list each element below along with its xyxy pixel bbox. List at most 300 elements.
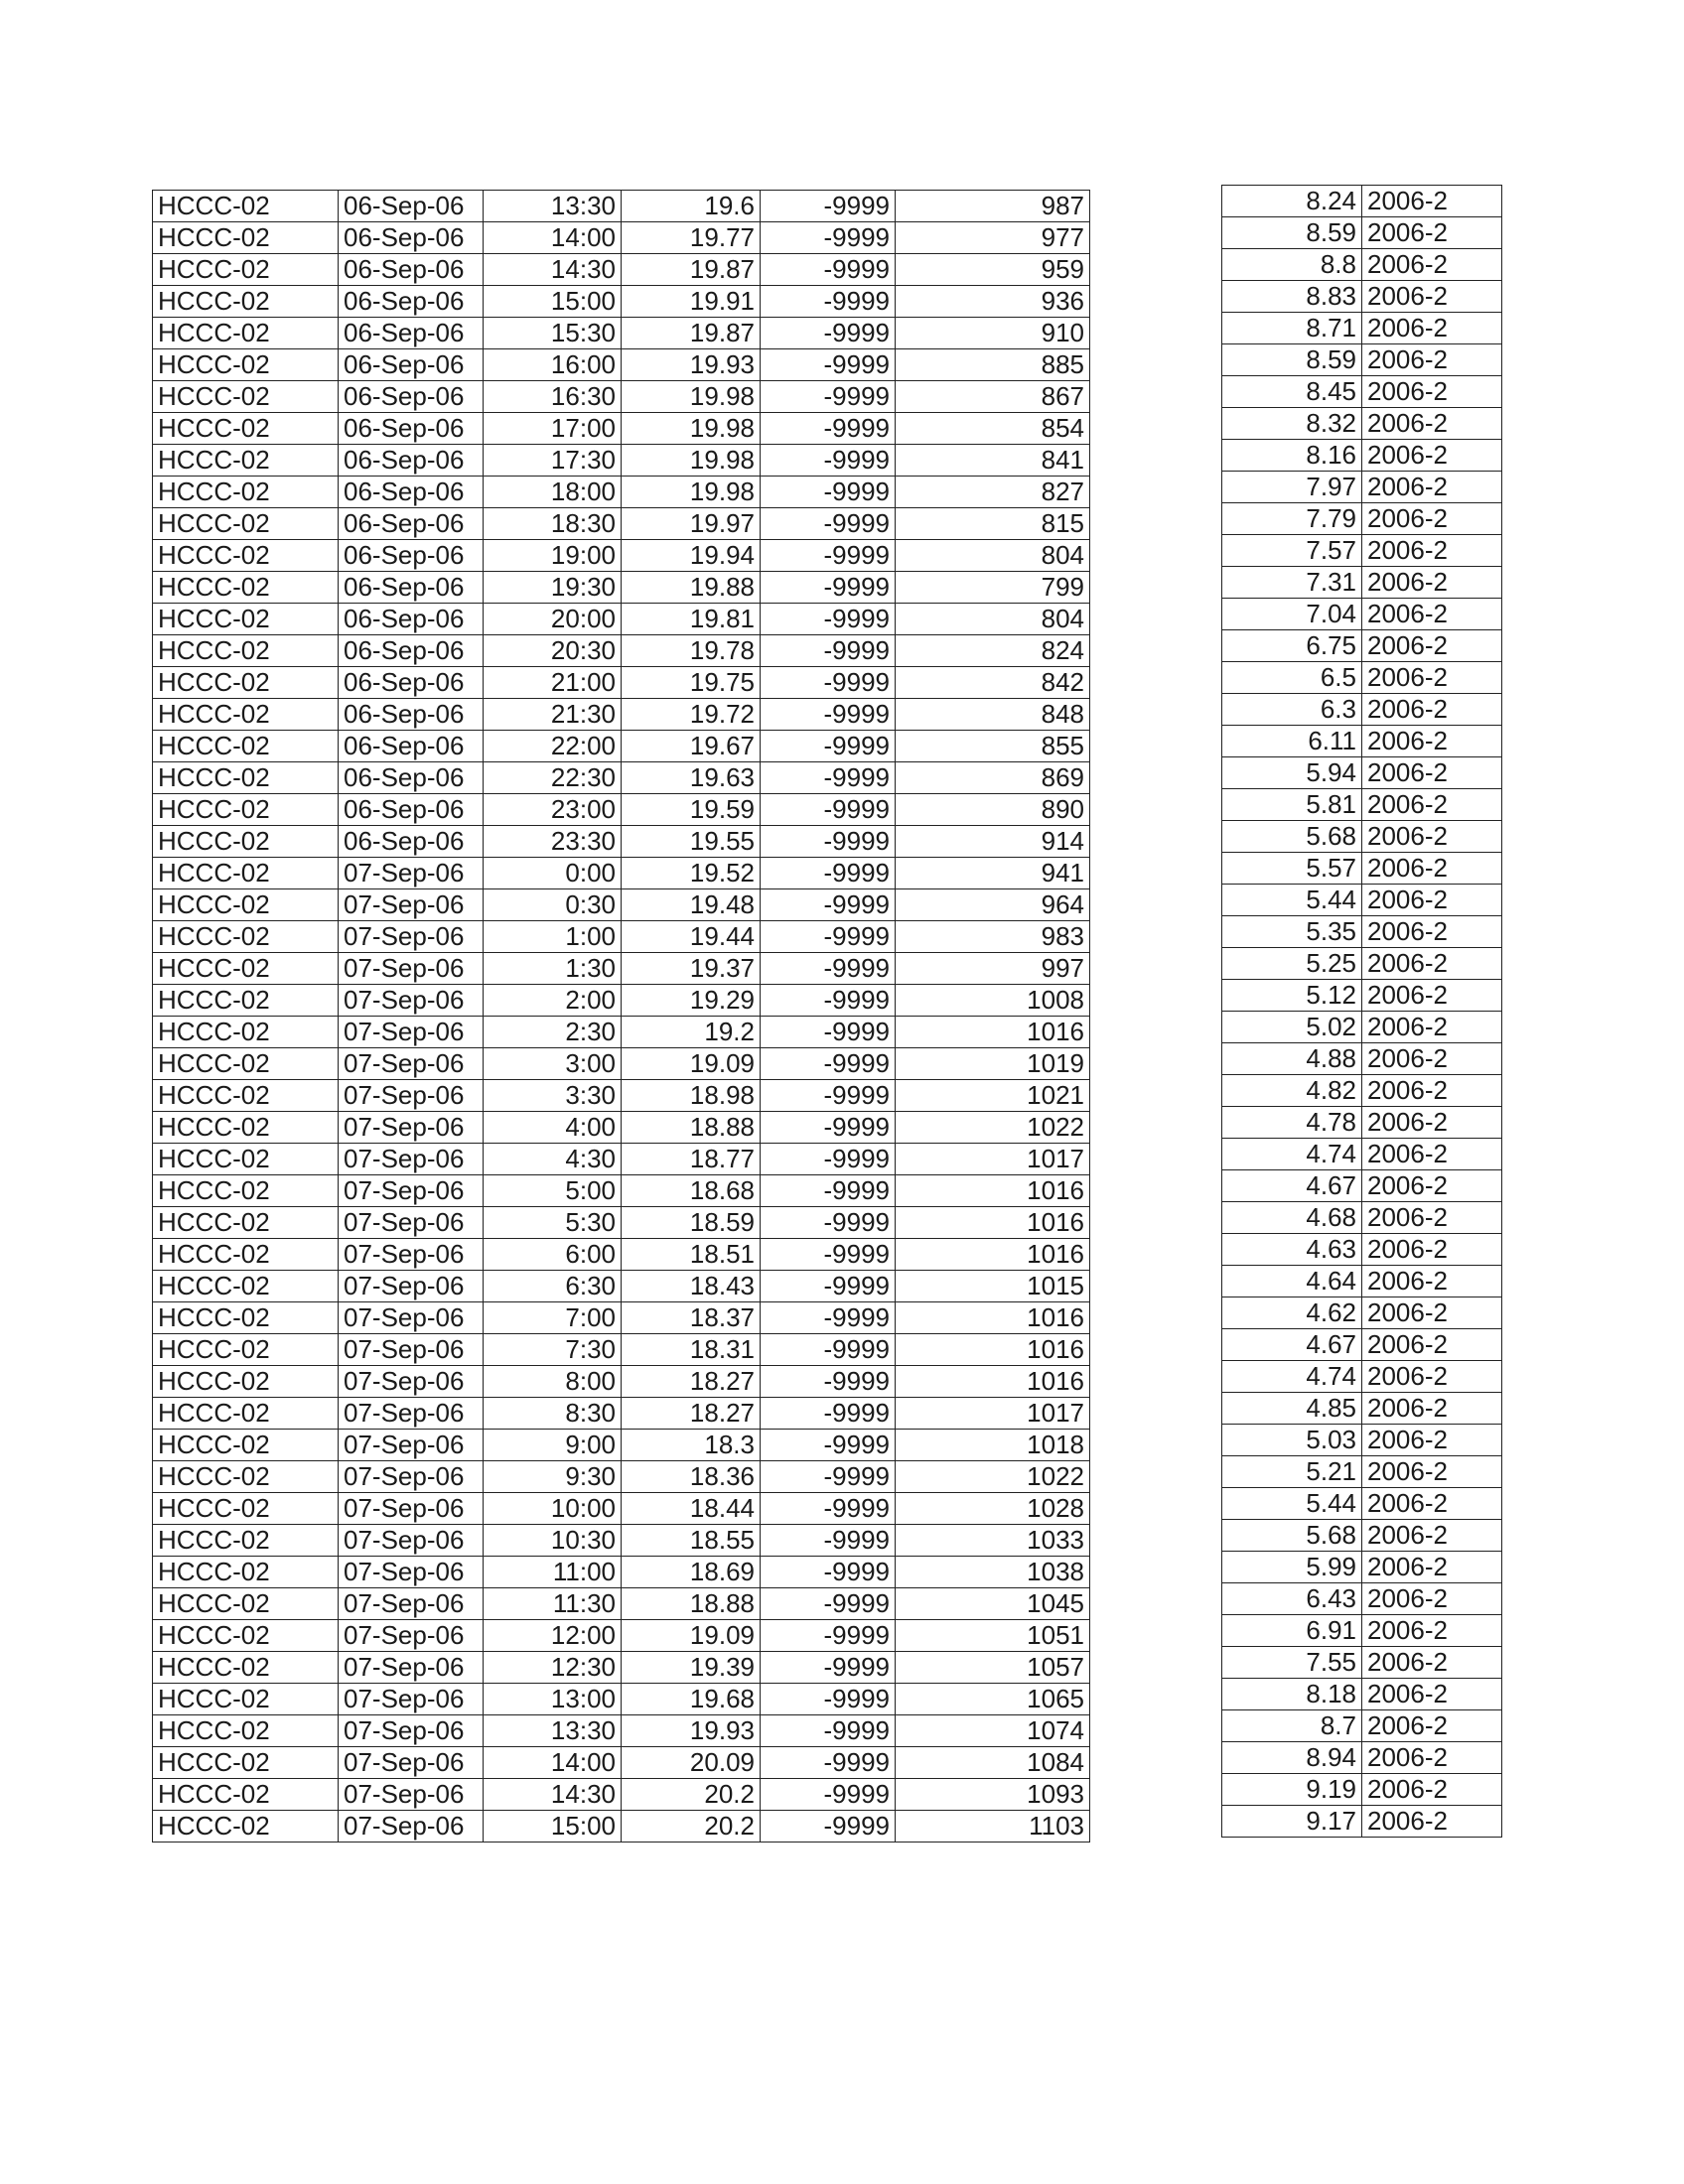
value-cell: 4.63 <box>1222 1234 1362 1266</box>
table-row <box>1222 948 1502 980</box>
period-cell: 2006-2 <box>1362 1806 1502 1838</box>
conductivity-cell: 1038 <box>896 1557 1090 1588</box>
period-cell: 2006-2 <box>1362 217 1502 249</box>
value-cell: 8.59 <box>1222 217 1362 249</box>
time-cell: 0:00 <box>484 858 622 889</box>
time-cell: 11:00 <box>484 1557 622 1588</box>
value-cell: 5.68 <box>1222 821 1362 853</box>
temperature-cell: 19.09 <box>622 1620 761 1652</box>
temperature-cell: 19.2 <box>622 1017 761 1048</box>
period-cell: 2006-2 <box>1362 885 1502 916</box>
table-row <box>153 953 1090 985</box>
table-row <box>153 985 1090 1017</box>
table-row <box>1222 980 1502 1012</box>
period-cell: 2006-2 <box>1362 249 1502 281</box>
date-cell: 07-Sep-06 <box>339 1715 484 1747</box>
temperature-cell: 19.97 <box>622 508 761 540</box>
time-cell: 19:30 <box>484 572 622 604</box>
conductivity-cell: 855 <box>896 731 1090 762</box>
value-cell: 5.57 <box>1222 853 1362 885</box>
date-cell: 06-Sep-06 <box>339 445 484 477</box>
missing-value-cell: -9999 <box>761 953 896 985</box>
station-cell: HCCC-02 <box>153 1652 339 1684</box>
table-row <box>153 318 1090 349</box>
period-cell: 2006-2 <box>1362 948 1502 980</box>
table-row <box>1222 1456 1502 1488</box>
temperature-cell: 19.09 <box>622 1048 761 1080</box>
station-cell: HCCC-02 <box>153 1811 339 1843</box>
temperature-cell: 19.93 <box>622 1715 761 1747</box>
station-cell: HCCC-02 <box>153 1398 339 1430</box>
period-cell: 2006-2 <box>1362 1615 1502 1647</box>
temperature-cell: 19.77 <box>622 222 761 254</box>
value-cell: 7.55 <box>1222 1647 1362 1679</box>
table-row <box>1222 1647 1502 1679</box>
table-row <box>1222 1075 1502 1107</box>
station-cell: HCCC-02 <box>153 477 339 508</box>
table-row <box>153 222 1090 254</box>
missing-value-cell: -9999 <box>761 1811 896 1843</box>
period-cell: 2006-2 <box>1362 344 1502 376</box>
time-cell: 0:30 <box>484 889 622 921</box>
time-cell: 1:30 <box>484 953 622 985</box>
station-cell: HCCC-02 <box>153 1207 339 1239</box>
time-cell: 17:30 <box>484 445 622 477</box>
conductivity-cell: 1057 <box>896 1652 1090 1684</box>
missing-value-cell: -9999 <box>761 1430 896 1461</box>
missing-value-cell: -9999 <box>761 1461 896 1493</box>
missing-value-cell: -9999 <box>761 508 896 540</box>
missing-value-cell: -9999 <box>761 381 896 413</box>
conductivity-cell: 941 <box>896 858 1090 889</box>
missing-value-cell: -9999 <box>761 1525 896 1557</box>
period-cell: 2006-2 <box>1362 1266 1502 1297</box>
temperature-cell: 19.87 <box>622 318 761 349</box>
value-cell: 5.44 <box>1222 1488 1362 1520</box>
period-cell: 2006-2 <box>1362 1583 1502 1615</box>
station-cell: HCCC-02 <box>153 1144 339 1175</box>
value-cell: 7.04 <box>1222 599 1362 630</box>
station-cell: HCCC-02 <box>153 1112 339 1144</box>
period-cell: 2006-2 <box>1362 376 1502 408</box>
period-cell: 2006-2 <box>1362 1075 1502 1107</box>
value-cell: 5.35 <box>1222 916 1362 948</box>
conductivity-cell: 1103 <box>896 1811 1090 1843</box>
temperature-cell: 18.59 <box>622 1207 761 1239</box>
table-row <box>153 1175 1090 1207</box>
conductivity-cell: 977 <box>896 222 1090 254</box>
table-row <box>153 1684 1090 1715</box>
time-cell: 3:30 <box>484 1080 622 1112</box>
station-cell: HCCC-02 <box>153 1620 339 1652</box>
date-cell: 07-Sep-06 <box>339 1652 484 1684</box>
table-row <box>153 1747 1090 1779</box>
conductivity-cell: 1017 <box>896 1398 1090 1430</box>
missing-value-cell: -9999 <box>761 1684 896 1715</box>
date-cell: 07-Sep-06 <box>339 1239 484 1271</box>
table-row <box>153 286 1090 318</box>
temperature-cell: 18.44 <box>622 1493 761 1525</box>
period-cell: 2006-2 <box>1362 1329 1502 1361</box>
right-data-table <box>1221 185 1502 1838</box>
date-cell: 07-Sep-06 <box>339 953 484 985</box>
temperature-cell: 19.88 <box>622 572 761 604</box>
temperature-cell: 19.48 <box>622 889 761 921</box>
station-cell: HCCC-02 <box>153 540 339 572</box>
table-row <box>1222 853 1502 885</box>
temperature-cell: 18.69 <box>622 1557 761 1588</box>
time-cell: 13:00 <box>484 1684 622 1715</box>
missing-value-cell: -9999 <box>761 318 896 349</box>
value-cell: 7.31 <box>1222 567 1362 599</box>
temperature-cell: 19.72 <box>622 699 761 731</box>
station-cell: HCCC-02 <box>153 1302 339 1334</box>
table-row <box>153 762 1090 794</box>
value-cell: 6.11 <box>1222 726 1362 757</box>
table-row <box>153 1811 1090 1843</box>
date-cell: 07-Sep-06 <box>339 1048 484 1080</box>
value-cell: 4.64 <box>1222 1266 1362 1297</box>
conductivity-cell: 1045 <box>896 1588 1090 1620</box>
time-cell: 12:30 <box>484 1652 622 1684</box>
date-cell: 07-Sep-06 <box>339 1302 484 1334</box>
date-cell: 07-Sep-06 <box>339 1334 484 1366</box>
date-cell: 06-Sep-06 <box>339 635 484 667</box>
temperature-cell: 19.81 <box>622 604 761 635</box>
time-cell: 1:00 <box>484 921 622 953</box>
missing-value-cell: -9999 <box>761 1398 896 1430</box>
table-row <box>153 1239 1090 1271</box>
conductivity-cell: 1016 <box>896 1175 1090 1207</box>
period-cell: 2006-2 <box>1362 1425 1502 1456</box>
table-row <box>153 445 1090 477</box>
value-cell: 5.99 <box>1222 1552 1362 1583</box>
time-cell: 5:00 <box>484 1175 622 1207</box>
value-cell: 8.16 <box>1222 440 1362 472</box>
time-cell: 22:00 <box>484 731 622 762</box>
date-cell: 06-Sep-06 <box>339 254 484 286</box>
table-row <box>1222 1615 1502 1647</box>
station-cell: HCCC-02 <box>153 1747 339 1779</box>
table-row <box>153 1048 1090 1080</box>
period-cell: 2006-2 <box>1362 1202 1502 1234</box>
table-row <box>153 667 1090 699</box>
value-cell: 5.02 <box>1222 1012 1362 1043</box>
value-cell: 5.03 <box>1222 1425 1362 1456</box>
station-cell: HCCC-02 <box>153 318 339 349</box>
conductivity-cell: 824 <box>896 635 1090 667</box>
table-row <box>1222 535 1502 567</box>
temperature-cell: 18.36 <box>622 1461 761 1493</box>
period-cell: 2006-2 <box>1362 1139 1502 1170</box>
conductivity-cell: 815 <box>896 508 1090 540</box>
temperature-cell: 18.98 <box>622 1080 761 1112</box>
date-cell: 07-Sep-06 <box>339 1811 484 1843</box>
station-cell: HCCC-02 <box>153 286 339 318</box>
missing-value-cell: -9999 <box>761 477 896 508</box>
date-cell: 06-Sep-06 <box>339 794 484 826</box>
value-cell: 4.78 <box>1222 1107 1362 1139</box>
missing-value-cell: -9999 <box>761 1017 896 1048</box>
period-cell: 2006-2 <box>1362 281 1502 313</box>
period-cell: 2006-2 <box>1362 503 1502 535</box>
value-cell: 5.25 <box>1222 948 1362 980</box>
date-cell: 06-Sep-06 <box>339 191 484 222</box>
missing-value-cell: -9999 <box>761 1334 896 1366</box>
missing-value-cell: -9999 <box>761 1080 896 1112</box>
time-cell: 21:00 <box>484 667 622 699</box>
date-cell: 07-Sep-06 <box>339 858 484 889</box>
table-row <box>1222 916 1502 948</box>
right-table-body <box>1222 186 1502 1838</box>
conductivity-cell: 987 <box>896 191 1090 222</box>
conductivity-cell: 867 <box>896 381 1090 413</box>
table-row <box>1222 503 1502 535</box>
value-cell: 8.7 <box>1222 1710 1362 1742</box>
missing-value-cell: -9999 <box>761 445 896 477</box>
station-cell: HCCC-02 <box>153 1080 339 1112</box>
time-cell: 10:30 <box>484 1525 622 1557</box>
time-cell: 7:30 <box>484 1334 622 1366</box>
missing-value-cell: -9999 <box>761 635 896 667</box>
date-cell: 07-Sep-06 <box>339 1430 484 1461</box>
period-cell: 2006-2 <box>1362 1170 1502 1202</box>
station-cell: HCCC-02 <box>153 1175 339 1207</box>
period-cell: 2006-2 <box>1362 1107 1502 1139</box>
table-row <box>1222 1043 1502 1075</box>
value-cell: 4.85 <box>1222 1393 1362 1425</box>
date-cell: 07-Sep-06 <box>339 985 484 1017</box>
date-cell: 06-Sep-06 <box>339 286 484 318</box>
missing-value-cell: -9999 <box>761 1715 896 1747</box>
period-cell: 2006-2 <box>1362 1488 1502 1520</box>
temperature-cell: 18.88 <box>622 1588 761 1620</box>
table-row <box>1222 376 1502 408</box>
station-cell: HCCC-02 <box>153 889 339 921</box>
value-cell: 5.81 <box>1222 789 1362 821</box>
value-cell: 8.83 <box>1222 281 1362 313</box>
table-row <box>1222 1012 1502 1043</box>
temperature-cell: 20.2 <box>622 1779 761 1811</box>
station-cell: HCCC-02 <box>153 1779 339 1811</box>
conductivity-cell: 848 <box>896 699 1090 731</box>
conductivity-cell: 1074 <box>896 1715 1090 1747</box>
date-cell: 07-Sep-06 <box>339 921 484 953</box>
missing-value-cell: -9999 <box>761 1747 896 1779</box>
missing-value-cell: -9999 <box>761 222 896 254</box>
conductivity-cell: 1033 <box>896 1525 1090 1557</box>
value-cell: 8.59 <box>1222 344 1362 376</box>
time-cell: 10:00 <box>484 1493 622 1525</box>
missing-value-cell: -9999 <box>761 1652 896 1684</box>
period-cell: 2006-2 <box>1362 599 1502 630</box>
period-cell: 2006-2 <box>1362 757 1502 789</box>
conductivity-cell: 1017 <box>896 1144 1090 1175</box>
conductivity-cell: 1084 <box>896 1747 1090 1779</box>
conductivity-cell: 890 <box>896 794 1090 826</box>
temperature-cell: 19.39 <box>622 1652 761 1684</box>
temperature-cell: 18.27 <box>622 1398 761 1430</box>
table-row <box>153 540 1090 572</box>
table-row <box>1222 440 1502 472</box>
table-row <box>1222 885 1502 916</box>
table-row <box>153 1207 1090 1239</box>
time-cell: 5:30 <box>484 1207 622 1239</box>
station-cell: HCCC-02 <box>153 1684 339 1715</box>
table-row <box>153 794 1090 826</box>
table-row <box>153 1430 1090 1461</box>
table-row <box>1222 1139 1502 1170</box>
missing-value-cell: -9999 <box>761 572 896 604</box>
time-cell: 3:00 <box>484 1048 622 1080</box>
table-row <box>153 604 1090 635</box>
period-cell: 2006-2 <box>1362 1043 1502 1075</box>
table-row <box>1222 1710 1502 1742</box>
station-cell: HCCC-02 <box>153 1271 339 1302</box>
date-cell: 07-Sep-06 <box>339 1398 484 1430</box>
temperature-cell: 19.44 <box>622 921 761 953</box>
station-cell: HCCC-02 <box>153 921 339 953</box>
station-cell: HCCC-02 <box>153 762 339 794</box>
temperature-cell: 19.78 <box>622 635 761 667</box>
table-row <box>1222 789 1502 821</box>
table-row <box>153 1493 1090 1525</box>
station-cell: HCCC-02 <box>153 572 339 604</box>
conductivity-cell: 1021 <box>896 1080 1090 1112</box>
missing-value-cell: -9999 <box>761 794 896 826</box>
time-cell: 19:00 <box>484 540 622 572</box>
table-row <box>1222 1520 1502 1552</box>
time-cell: 12:00 <box>484 1620 622 1652</box>
temperature-cell: 19.63 <box>622 762 761 794</box>
temperature-cell: 19.59 <box>622 794 761 826</box>
table-row <box>153 1017 1090 1048</box>
station-cell: HCCC-02 <box>153 1557 339 1588</box>
table-row <box>1222 1806 1502 1838</box>
date-cell: 06-Sep-06 <box>339 604 484 635</box>
period-cell: 2006-2 <box>1362 313 1502 344</box>
table-row <box>153 858 1090 889</box>
table-row <box>153 1525 1090 1557</box>
time-cell: 15:30 <box>484 318 622 349</box>
station-cell: HCCC-02 <box>153 413 339 445</box>
table-row <box>1222 757 1502 789</box>
table-row <box>153 1302 1090 1334</box>
period-cell: 2006-2 <box>1362 1710 1502 1742</box>
table-row <box>1222 1170 1502 1202</box>
table-row <box>153 921 1090 953</box>
station-cell: HCCC-02 <box>153 445 339 477</box>
date-cell: 06-Sep-06 <box>339 508 484 540</box>
value-cell: 8.8 <box>1222 249 1362 281</box>
period-cell: 2006-2 <box>1362 1012 1502 1043</box>
temperature-cell: 19.55 <box>622 826 761 858</box>
missing-value-cell: -9999 <box>761 1620 896 1652</box>
conductivity-cell: 1015 <box>896 1271 1090 1302</box>
table-row <box>153 1334 1090 1366</box>
station-cell: HCCC-02 <box>153 1430 339 1461</box>
station-cell: HCCC-02 <box>153 667 339 699</box>
table-row <box>1222 1393 1502 1425</box>
value-cell: 6.75 <box>1222 630 1362 662</box>
date-cell: 06-Sep-06 <box>339 349 484 381</box>
table-row <box>1222 1583 1502 1615</box>
period-cell: 2006-2 <box>1362 1297 1502 1329</box>
time-cell: 21:30 <box>484 699 622 731</box>
table-row <box>153 349 1090 381</box>
table-row <box>1222 1361 1502 1393</box>
temperature-cell: 19.87 <box>622 254 761 286</box>
station-cell: HCCC-02 <box>153 985 339 1017</box>
missing-value-cell: -9999 <box>761 826 896 858</box>
table-row <box>1222 1425 1502 1456</box>
period-cell: 2006-2 <box>1362 1520 1502 1552</box>
table-row <box>1222 217 1502 249</box>
station-cell: HCCC-02 <box>153 1588 339 1620</box>
table-row <box>153 731 1090 762</box>
conductivity-cell: 964 <box>896 889 1090 921</box>
table-row <box>153 826 1090 858</box>
time-cell: 4:30 <box>484 1144 622 1175</box>
table-row <box>153 1112 1090 1144</box>
date-cell: 06-Sep-06 <box>339 222 484 254</box>
time-cell: 9:00 <box>484 1430 622 1461</box>
table-row <box>1222 1552 1502 1583</box>
table-row <box>153 1652 1090 1684</box>
table-row <box>1222 281 1502 313</box>
date-cell: 06-Sep-06 <box>339 477 484 508</box>
period-cell: 2006-2 <box>1362 662 1502 694</box>
station-cell: HCCC-02 <box>153 858 339 889</box>
missing-value-cell: -9999 <box>761 699 896 731</box>
period-cell: 2006-2 <box>1362 980 1502 1012</box>
table-row <box>153 1557 1090 1588</box>
temperature-cell: 18.68 <box>622 1175 761 1207</box>
date-cell: 07-Sep-06 <box>339 1017 484 1048</box>
conductivity-cell: 1008 <box>896 985 1090 1017</box>
period-cell: 2006-2 <box>1362 535 1502 567</box>
temperature-cell: 19.6 <box>622 191 761 222</box>
date-cell: 06-Sep-06 <box>339 667 484 699</box>
table-row <box>1222 694 1502 726</box>
time-cell: 15:00 <box>484 1811 622 1843</box>
time-cell: 8:30 <box>484 1398 622 1430</box>
period-cell: 2006-2 <box>1362 1742 1502 1774</box>
station-cell: HCCC-02 <box>153 1525 339 1557</box>
table-row <box>1222 1107 1502 1139</box>
table-row <box>153 1779 1090 1811</box>
missing-value-cell: -9999 <box>761 413 896 445</box>
station-cell: HCCC-02 <box>153 826 339 858</box>
date-cell: 06-Sep-06 <box>339 413 484 445</box>
period-cell: 2006-2 <box>1362 630 1502 662</box>
table-row <box>1222 1234 1502 1266</box>
missing-value-cell: -9999 <box>761 858 896 889</box>
value-cell: 6.91 <box>1222 1615 1362 1647</box>
conductivity-cell: 841 <box>896 445 1090 477</box>
period-cell: 2006-2 <box>1362 567 1502 599</box>
table-row <box>1222 630 1502 662</box>
temperature-cell: 19.93 <box>622 349 761 381</box>
conductivity-cell: 910 <box>896 318 1090 349</box>
value-cell: 4.74 <box>1222 1361 1362 1393</box>
date-cell: 07-Sep-06 <box>339 889 484 921</box>
missing-value-cell: -9999 <box>761 762 896 794</box>
station-cell: HCCC-02 <box>153 191 339 222</box>
period-cell: 2006-2 <box>1362 1393 1502 1425</box>
time-cell: 14:00 <box>484 1747 622 1779</box>
table-row <box>1222 1329 1502 1361</box>
